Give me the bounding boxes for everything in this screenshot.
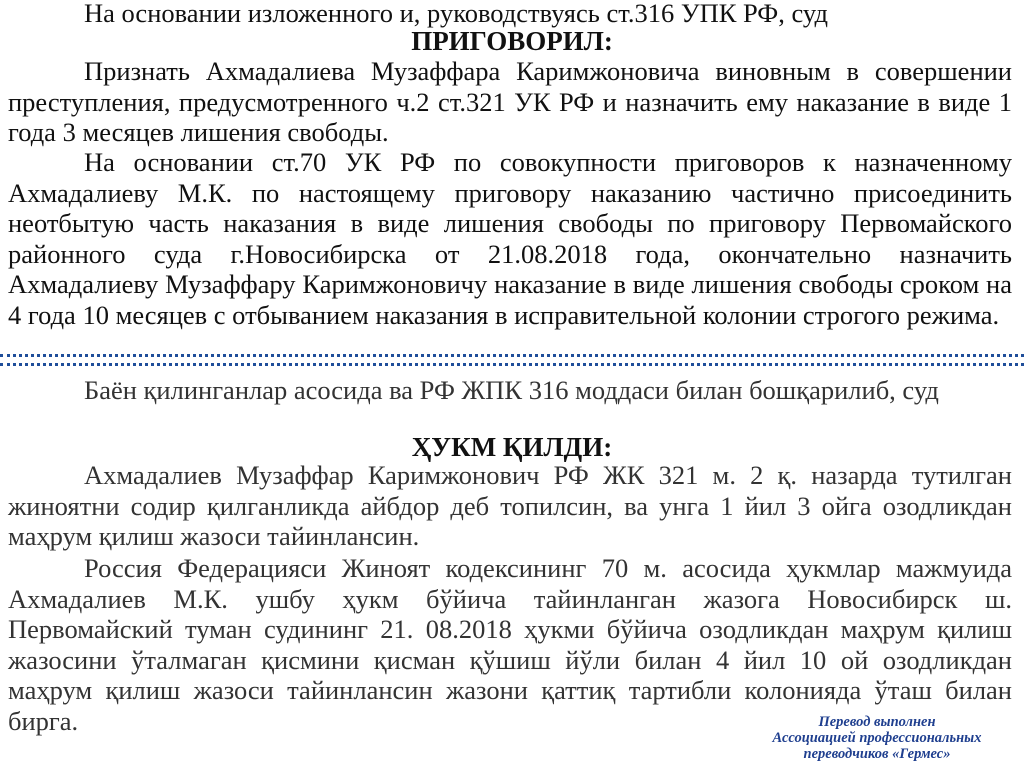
russian-paragraph-1 [8, 56, 1012, 148]
uzbek-paragraph-2 [8, 553, 1012, 736]
section-divider-bottom [0, 363, 1024, 366]
uzbek-paragraph-1 [8, 460, 1012, 552]
section-divider-top [0, 354, 1024, 357]
stamp-line-1: Перевод выполнен [818, 714, 936, 730]
stamp-line-2: Ассоциацией профессиональных [772, 730, 982, 746]
translator-stamp [742, 714, 1012, 762]
uzbek-verdict-heading: ҲУКМ ҚИЛДИ: [411, 432, 613, 462]
stamp-line-3: переводчиков «Гермес» [803, 746, 951, 762]
uzbek-paragraph-1-text: Ахмадалиев Музаффар Каримжонович РФ ЖК 321 м. 2 қ. назарда тутилган жиноятни содир қилганликда айбдор деб топилсин, ва унга 1 йил 3 ойга озодликдан маҳрум қилиш жазоси тайинлансин. [8, 460, 1012, 551]
russian-paragraph-2-text: На основании ст.70 УК РФ по совокупности приговоров к назначенному Ахмадалиеву М.К. по настоящему приговору наказанию частично присоединить неотбытую часть наказания в виде лишения свободы по приговору Первомайского районного суда г.Новосибирска от 21.08.2018 года, окончательно назначить Ахмадалиеву Музаффару Каримжоновичу наказание в виде лишения свободы сроком на 4 года 10 месяцев с отбыванием наказания в исправительной колонии строгого режима. [8, 147, 1012, 330]
russian-verdict-heading: ПРИГОВОРИЛ: [411, 26, 613, 56]
russian-intro-text: На основании изложенного и, руководствуясь ст.316 УПК РФ, суд [84, 0, 828, 28]
uzbek-intro-text: Баён қилинганлар асосида ва РФ ЖПК 316 моддаси билан бошқарилиб, суд [84, 375, 939, 405]
uzbek-paragraph-2-text: Россия Федерацияси Жиноят кодексининг 70 м. асосида ҳукмлар мажмуида Ахмадалиев М.К. ушбу ҳукм бўйича тайинланган жазога Новосибирск ш. Первомайский туман судининг 21. 08.2018 ҳукми бўйича озодликдан маҳрум қилиш жазосини ўталмаган қисмини қисман қўшиш йўли билан 4 йил 10 ой озодликдан маҳрум қилиш жазоси тайинлансин жазони қаттиқ тартибли колонияда ўташ билан бирга. [8, 553, 1012, 736]
uzbek-intro-paragraph [8, 375, 1012, 406]
russian-paragraph-2 [8, 147, 1012, 330]
russian-paragraph-1-text: Признать Ахмадалиева Музаффара Каримжоновича виновным в совершении преступления, предусмотренного ч.2 ст.321 УК РФ и назначить ему наказание в виде 1 года 3 месяцев лишения свободы. [8, 56, 1012, 147]
russian-intro-line [8, 0, 1012, 28]
